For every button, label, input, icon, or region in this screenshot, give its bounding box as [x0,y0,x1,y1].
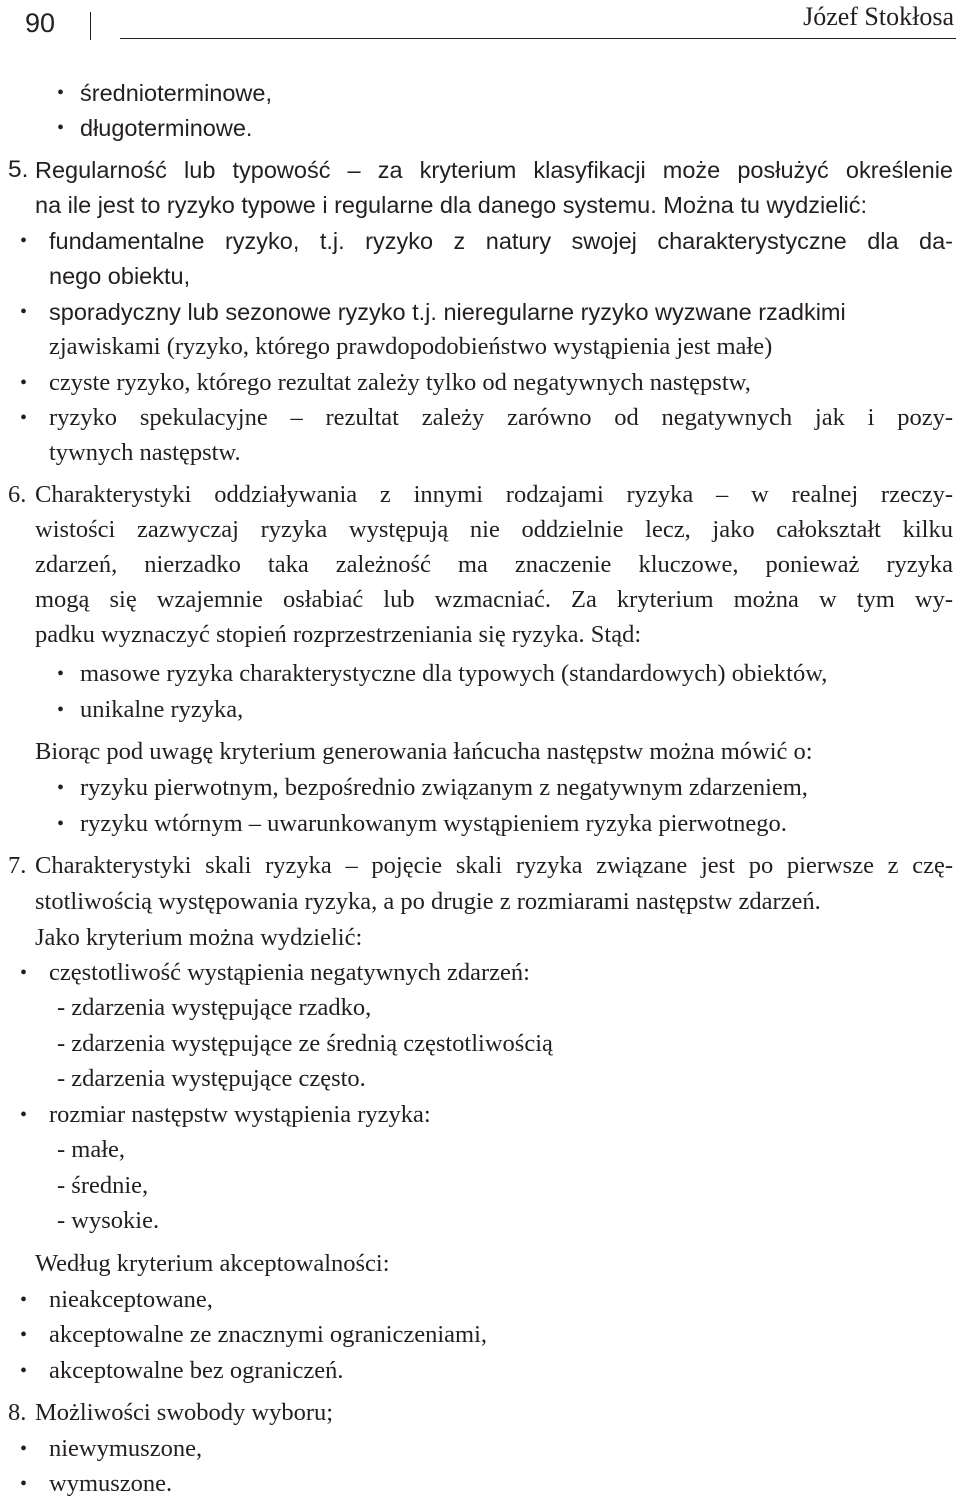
text-line: częstotliwość wystąpienia negatywnych zdarzeń: [49,959,530,986]
text-line: sporadyczny lub sezonowe ryzyko t.j. nieregularne ryzyko wyzwane rzadkimi [49,299,846,325]
text-line: Według kryterium akceptowalności: [35,1250,390,1277]
header-rule [120,38,956,39]
item-number: 5. [8,156,29,183]
bullet: • [20,301,28,323]
bullet: • [20,962,28,984]
text-line: długoterminowe. [80,115,253,141]
bullet: • [20,1473,28,1495]
text-line: mogą się wzajemnie osłabiać lub wzmacniać. Za kryterium można w tym wy- [35,586,953,613]
text-line: zjawiskami (ryzyko, którego prawdopodobieństwo wystąpienia jest małe) [49,333,773,360]
page-header [0,0,960,50]
text-line: ryzyku wtórnym – uwarunkowanym wystąpieniem ryzyka pierwotnego. [80,810,787,837]
text-line: stotliwością występowania ryzyka, a po drugie z rozmiarami następstw zdarzeń. [35,888,821,915]
text-line: zdarzeń, nierzadko taka zależność ma znaczenie kluczowe, ponieważ ryzyka [35,551,953,578]
text-line: Biorąc pod uwagę kryterium generowania łańcucha następstw można mówić o: [35,738,813,765]
bullet: • [20,407,28,429]
text-line: wymuszone. [49,1470,173,1497]
text-line: Charakterystyki skali ryzyka – pojęcie skali ryzyka związane jest po pierwsze z czę- [35,852,953,879]
running-head-author: Józef Stokłosa [803,2,954,31]
bullet: • [20,1360,28,1382]
text-line: - zdarzenia występujące często. [57,1065,366,1092]
text-line: ryzyko spekulacyjne – rezultat zależy zarówno od negatywnych jak i pozy- [49,404,953,431]
text-line: ryzyku pierwotnym, bezpośrednio związanym z negatywnym zdarzeniem, [80,774,808,801]
text-line: - zdarzenia występujące rzadko, [57,994,372,1021]
page-number: 90 [25,8,56,38]
bullet: • [20,1438,28,1460]
bullet: • [57,699,65,721]
bullet: • [20,1289,28,1311]
text-line: nieakceptowane, [49,1286,213,1313]
text-line: fundamentalne ryzyko, t.j. ryzyko z natury swojej charakterystyczne dla da- [49,228,953,254]
text-line: akceptowalne ze znacznymi ograniczeniami, [49,1321,488,1348]
bullet: • [20,230,28,252]
text-line: - średnie, [57,1172,149,1199]
text-line: nego obiektu, [49,263,191,289]
text-line: Charakterystyki oddziaływania z innymi rodzajami ryzyka – w realnej rzeczy- [35,481,953,508]
text-line: Regularność lub typowość – za kryterium klasyfikacji może posłużyć określenie [35,157,953,183]
text-line: - zdarzenia występujące ze średnią częstotliwością [57,1030,553,1057]
bullet: • [20,1324,28,1346]
item-number: 7. [8,852,27,879]
text-line: czyste ryzyko, którego rezultat zależy tylko od negatywnych następstw, [49,369,751,396]
bullet: • [57,82,65,104]
text-line: - wysokie. [57,1207,160,1234]
item-number: 8. [8,1399,27,1426]
text-line: masowe ryzyka charakterystyczne dla typowych (standardowych) obiektów, [80,660,828,687]
text-line: wistości zazwyczaj ryzyka występują nie oddzielnie lecz, jako całokształt kilku [35,516,953,543]
item-number: 6. [8,481,27,508]
bullet: • [57,813,65,835]
text-line: rozmiar następstw wystąpienia ryzyka: [49,1101,431,1128]
text-line: padku wyznaczyć stopień rozprzestrzeniania się ryzyka. Stąd: [35,621,642,648]
bullet: • [20,372,28,394]
bullet: • [57,117,65,139]
text-line: - małe, [57,1136,126,1163]
text-line: na ile jest to ryzyko typowe i regularne dla danego systemu. Można tu wydzielić: [35,192,868,218]
text-line: średnioterminowe, [80,80,273,106]
text-line: Możliwości swobody wyboru; [35,1399,334,1426]
text-line: tywnych następstw. [49,439,241,466]
header-divider [90,12,91,40]
bullet: • [20,1104,28,1126]
bullet: • [57,663,65,685]
text-line: unikalne ryzyka, [80,696,244,723]
text-line: niewymuszone, [49,1435,203,1462]
text-line: akceptowalne bez ograniczeń. [49,1357,344,1384]
bullet: • [57,777,65,799]
text-line: Jako kryterium można wydzielić: [35,924,363,951]
